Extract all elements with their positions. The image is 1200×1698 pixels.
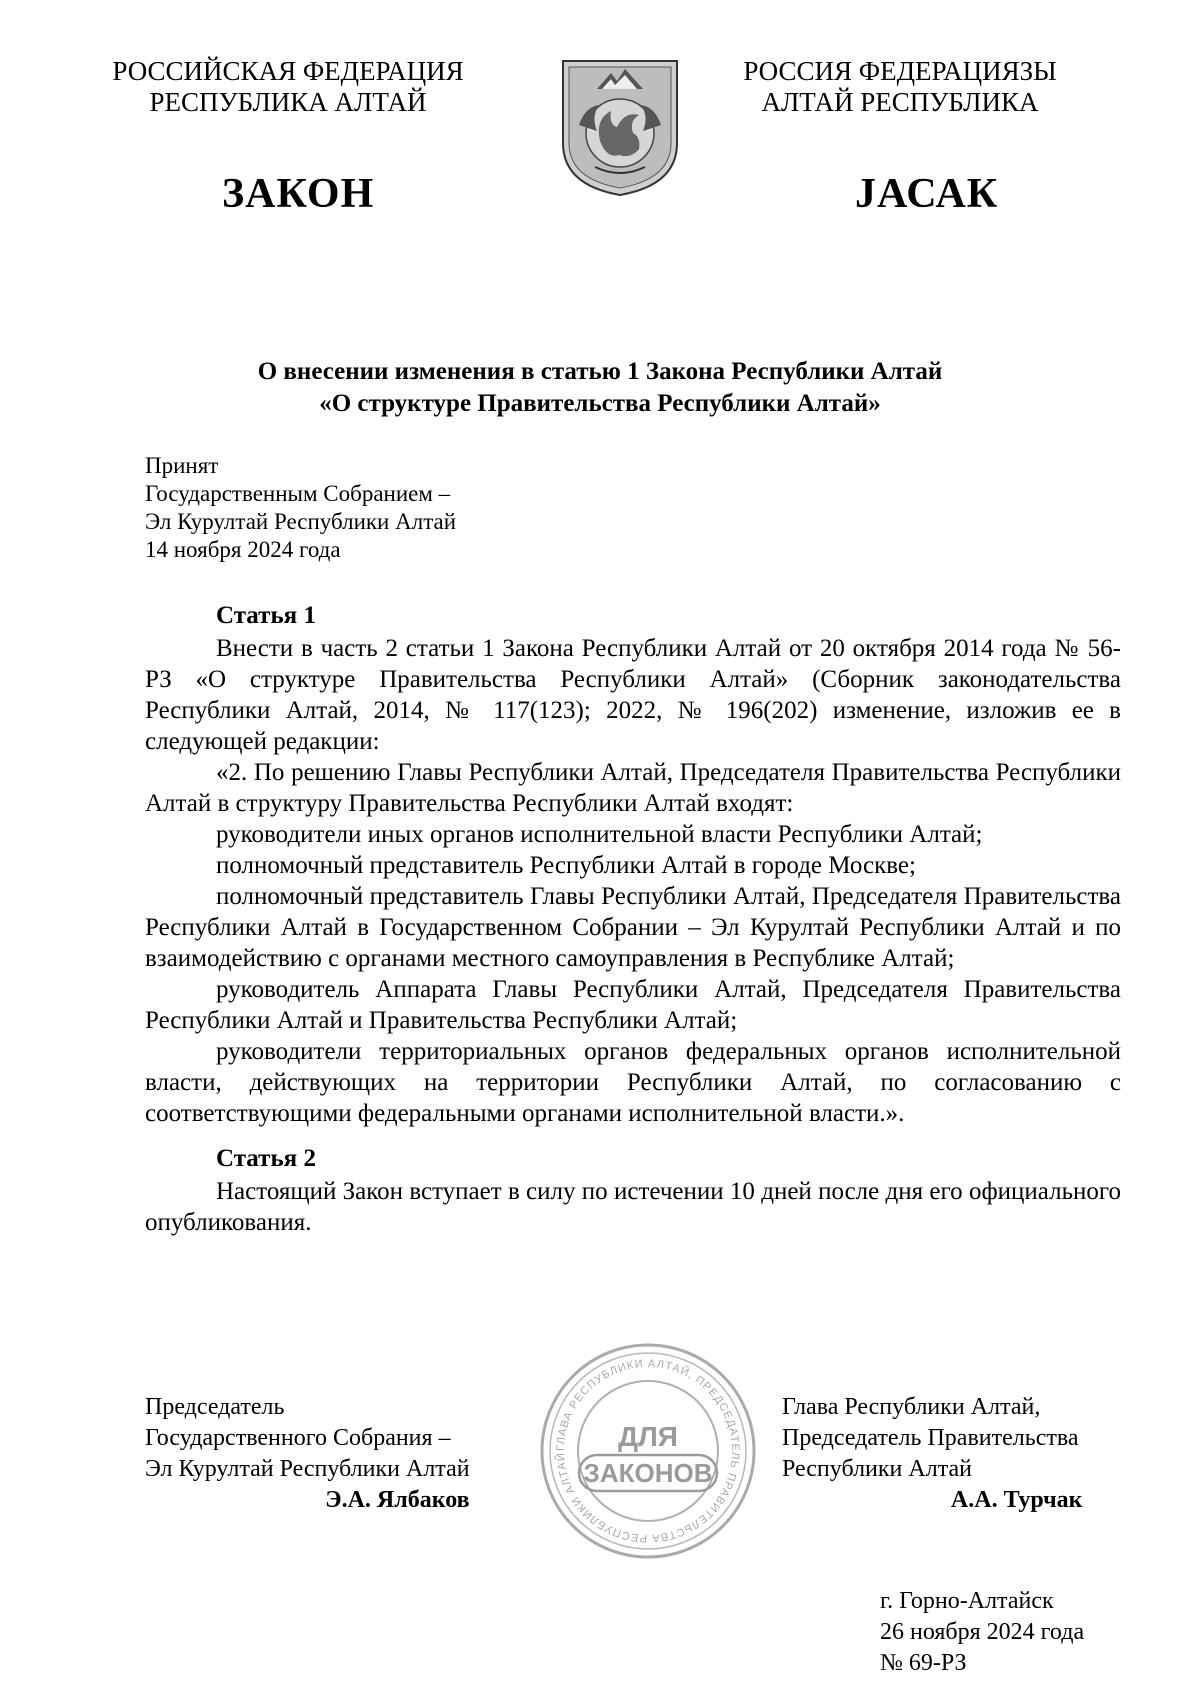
article1-paragraph: «2. По решению Главы Республики Алтай, Председателя Правительства Республики Алтай в структуру Правительства Республики Алтай входят:: [145, 759, 1121, 817]
header-right-line1: РОССИЯ ФЕДЕРАЦИЯЗЫ: [743, 56, 1057, 86]
law-number: № 69-РЗ: [880, 1650, 967, 1676]
signature-left-line1: Председатель: [145, 1394, 285, 1420]
signature-left-line3: Эл Курултай Республики Алтай: [145, 1456, 470, 1482]
header-left-line2: РЕСПУБЛИКА АЛТАЙ: [149, 87, 427, 117]
place-date-number: [880, 1586, 1084, 1679]
signature-right-line1: Глава Республики Алтай,: [782, 1394, 1041, 1420]
signature-right-name: А.А. Турчак: [950, 1487, 1083, 1513]
adoption-date: 14 ноября 2024 года: [145, 537, 341, 562]
header-right-line2: АЛТАЙ РЕСПУБЛИКА: [761, 87, 1039, 117]
doc-type-right: ЈАСАК: [855, 171, 999, 217]
official-stamp: [537, 1340, 759, 1562]
stamp-line2: ЗАКОНОВ: [583, 1458, 713, 1488]
signature-right-line3: Республики Алтай: [782, 1456, 972, 1482]
article1-paragraph: руководители территориальных органов федеральных органов исполнительной власти, действующих на территории Республики Алтай, по согласованию с соответствующими федеральными органами исполнительной власти.».: [145, 1038, 1121, 1127]
header-left: [88, 56, 488, 118]
article2-heading: Статья 2: [216, 1145, 316, 1172]
signature-right-line2: Председатель Правительства: [782, 1425, 1079, 1451]
adoption-line2: Государственным Собранием –: [145, 481, 451, 506]
adoption-info: [145, 452, 456, 564]
law-title-line2: «О структуре Правительства Республики Алтай»: [319, 390, 881, 417]
law-title-line1: О внесении изменения в статью 1 Закона Республики Алтай: [257, 358, 943, 385]
article1-paragraph: руководители иных органов исполнительной власти Республики Алтай;: [216, 821, 983, 848]
city: г. Горно-Алтайск: [880, 1588, 1054, 1614]
adoption-line3: Эл Курултай Республики Алтай: [145, 509, 457, 534]
header-right: [700, 56, 1100, 118]
article1-paragraph: руководитель Аппарата Главы Республики Алтай, Председателя Правительства Республики Алтай и Правительства Республики Алтай;: [145, 976, 1121, 1034]
article1-heading: Статья 1: [216, 602, 316, 629]
stamp-line1: ДЛЯ: [618, 1421, 678, 1452]
signature-left: [145, 1392, 470, 1516]
doc-type-left: ЗАКОН: [222, 171, 375, 217]
article1-paragraph: полномочный представитель Республики Алтай в городе Москве;: [216, 852, 916, 879]
header-left-line1: РОССИЙСКАЯ ФЕДЕРАЦИЯ: [112, 56, 464, 86]
altai-republic-emblem-icon: [555, 55, 685, 197]
signature-right: [782, 1392, 1083, 1516]
stamp-ring-text: ГЛАВА РЕСПУБЛИКИ АЛТАЙ, ПРЕДСЕДАТЕЛЬ ПРАВИТЕЛЬСТВА РЕСПУБЛИКИ АЛТАЙ: [554, 1357, 742, 1545]
article1-paragraph: Внести в часть 2 статьи 1 Закона Республики Алтай от 20 октября 2014 года № 56-РЗ «О структуре Правительства Республики Алтай» (Сборник законодательства Республики Алтай, 2014, № 117(123); 2022, № 196(202) изменение, изложив ее в следующей редакции:: [145, 635, 1121, 755]
signature-left-name: Э.А. Ялбаков: [325, 1487, 470, 1513]
article1-paragraph: полномочный представитель Главы Республики Алтай, Председателя Правительства Республики Алтай в Государственном Собрании – Эл Курултай Республики Алтай и по взаимодействию с органами местного самоуправления в Республике Алтай;: [145, 883, 1121, 972]
law-title: [145, 356, 1055, 420]
adoption-line1: Принят: [145, 453, 219, 478]
signing-date: 26 ноября 2024 года: [880, 1619, 1085, 1645]
law-body: [145, 600, 1121, 1238]
signature-left-line2: Государственного Собрания –: [145, 1425, 451, 1451]
article2-paragraph: Настоящий Закон вступает в силу по истечении 10 дней после дня его официального опубликования.: [145, 1178, 1121, 1236]
